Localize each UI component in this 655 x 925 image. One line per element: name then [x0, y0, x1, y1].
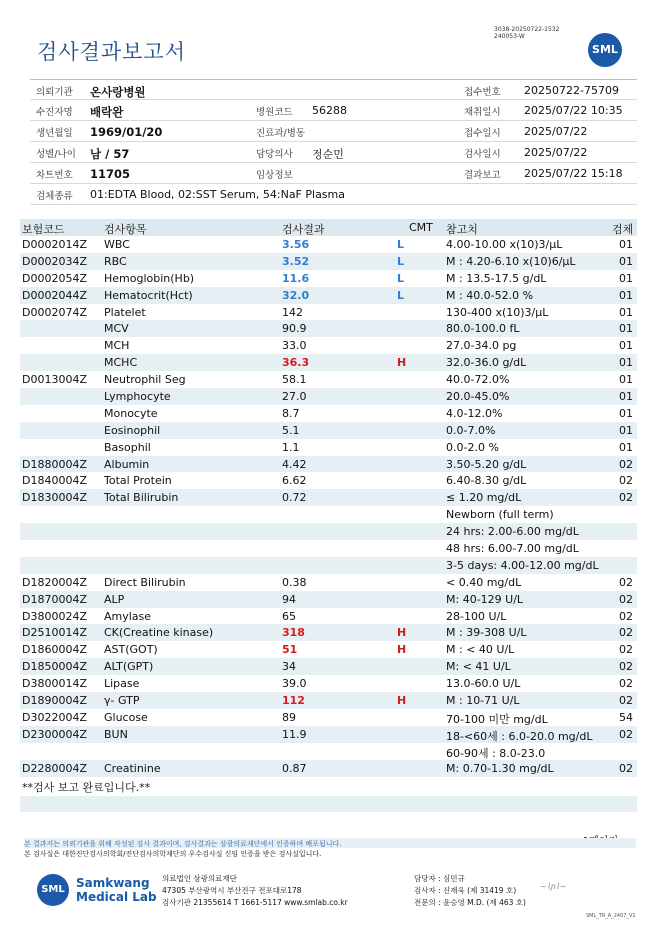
results-table — [20, 219, 637, 793]
staff-manager: 담당자 : 심민규 — [414, 874, 465, 883]
reference-range: 0.0-7.0% — [446, 423, 496, 437]
specimen-code: 02 — [619, 660, 633, 674]
result-flag: L — [397, 254, 405, 268]
table-row — [20, 422, 637, 439]
result-flag: L — [397, 271, 405, 285]
info-label: 성별/나이 — [36, 149, 76, 160]
corp-address: 47305 부산광역시 부산진구 전포대로178 — [162, 886, 302, 895]
test-result: 36.3 — [282, 356, 310, 370]
test-name: Total Bilirubin — [104, 491, 179, 505]
info-value: 01:EDTA Blood, 02:SST Serum, 54:NaF Plasma — [90, 188, 345, 201]
test-name: Neutrophil Seg — [104, 373, 186, 387]
table-row — [20, 489, 637, 506]
staff-info — [414, 873, 526, 909]
blank-band — [20, 796, 637, 812]
table-row — [20, 439, 637, 456]
specimen-code: 01 — [619, 271, 633, 285]
test-code: D3022004Z — [22, 710, 87, 724]
table-row — [20, 506, 637, 523]
table-row — [20, 523, 637, 540]
reference-range: 6.40-8.30 g/dL — [446, 474, 527, 488]
test-result: 65 — [282, 609, 296, 623]
info-label: 임상정보 — [256, 170, 293, 181]
info-row — [30, 79, 637, 100]
header-result: 검사결과 — [282, 223, 325, 236]
info-value: 2025/07/22 — [524, 146, 588, 159]
reference-range: 0.0-2.0 % — [446, 440, 499, 454]
specimen-code: 02 — [619, 727, 633, 741]
specimen-code: 02 — [619, 474, 633, 488]
table-row — [20, 641, 637, 658]
test-code: D0002014Z — [22, 238, 87, 251]
table-row — [20, 760, 637, 777]
test-name: Basophil — [104, 440, 151, 454]
reference-range: 60-90세 : 8.0-23.0 — [446, 746, 546, 760]
test-name: MCHC — [104, 356, 138, 370]
test-code: D1870004Z — [22, 592, 87, 606]
test-result: 318 — [282, 626, 305, 640]
specimen-code: 01 — [619, 305, 633, 319]
test-code: D0002054Z — [22, 271, 87, 285]
test-result: 51 — [282, 643, 298, 657]
reference-range: M : 10-71 U/L — [446, 694, 520, 708]
result-flag: H — [397, 626, 407, 640]
test-code: D2280004Z — [22, 761, 87, 775]
reference-range: 32.0-36.0 g/dL — [446, 356, 527, 370]
info-label: 검체종류 — [36, 191, 73, 202]
signature-icon: ~⌇ɲ⌇∽ — [540, 882, 567, 891]
table-row — [20, 371, 637, 388]
specimen-code: 01 — [619, 356, 633, 370]
table-row — [20, 743, 637, 760]
table-row — [20, 388, 637, 405]
table-row — [20, 658, 637, 675]
test-name: ALP — [104, 592, 125, 606]
specimen-code: 02 — [619, 592, 633, 606]
disclaimer-note: 본 결과지는 의뢰기관을 위해 작성된 검사 결과이며, 검사결과는 삼광의료재단에서 인증하며 배포됩니다. — [24, 838, 636, 848]
reference-range: M: < 41 U/L — [446, 660, 511, 674]
corp-contact: 검사기관 21355614 T 1661-5117 www.smlab.co.kr — [162, 898, 348, 907]
test-name: Glucose — [104, 710, 148, 724]
info-label: 수진자명 — [36, 107, 73, 118]
specimen-code: 01 — [619, 373, 633, 387]
header-specimen: 검체 — [612, 223, 634, 236]
test-name: Albumin — [104, 457, 150, 471]
reference-range: 24 hrs: 2.00-6.00 mg/dL — [446, 525, 579, 539]
specimen-code: 01 — [619, 423, 633, 437]
test-result: 90.9 — [282, 322, 307, 336]
test-code: D3800014Z — [22, 677, 87, 691]
table-row — [20, 557, 637, 574]
test-name: Platelet — [104, 305, 146, 319]
test-code: **검사 보고 완료입니다.** — [22, 780, 151, 794]
test-result: 39.0 — [282, 677, 307, 691]
staff-tester: 검사자 : 신재욱 (제 31419 호) — [414, 886, 517, 895]
report-title: 검사결과보고서 — [37, 40, 187, 64]
reference-range: 4.0-12.0% — [446, 406, 503, 420]
specimen-code: 01 — [619, 339, 633, 353]
reference-range: 80.0-100.0 fL — [446, 322, 520, 336]
test-result: 58.1 — [282, 373, 307, 387]
test-code: D1850004Z — [22, 660, 87, 674]
test-name: γ- GTP — [104, 694, 140, 708]
brand-name — [76, 876, 157, 904]
table-row — [20, 574, 637, 591]
info-row — [30, 184, 637, 205]
test-code: D3800024Z — [22, 609, 87, 623]
brand-line2: Medical Lab — [76, 890, 157, 904]
document-id — [494, 26, 559, 40]
info-value: 56288 — [312, 104, 347, 117]
reference-range: M: 0.70-1.30 mg/dL — [446, 761, 554, 775]
reference-range: 130-400 x(10)3/μL — [446, 305, 549, 319]
reference-range: M : 4.20-6.10 x(10)6/μL — [446, 254, 576, 268]
info-label: 담당의사 — [256, 149, 293, 160]
test-name: Creatinine — [104, 761, 161, 775]
table-row — [20, 236, 637, 253]
test-name: Amylase — [104, 609, 152, 623]
test-code: D0002074Z — [22, 305, 87, 319]
specimen-code: 01 — [619, 322, 633, 336]
test-result: 112 — [282, 694, 305, 708]
reference-range: 27.0-34.0 pg — [446, 339, 517, 353]
specimen-code: 01 — [619, 440, 633, 454]
test-name: Hematocrit(Hct) — [104, 288, 193, 302]
test-result: 3.52 — [282, 254, 310, 268]
test-code: D0002044Z — [22, 288, 87, 302]
test-result: 4.42 — [282, 457, 307, 471]
reference-range: M: 40-129 U/L — [446, 592, 524, 606]
info-value: 2025/07/22 10:35 — [524, 104, 623, 117]
reference-range: 70-100 미만 mg/dL — [446, 712, 548, 726]
result-flag: H — [397, 694, 407, 708]
reference-range: 13.0-60.0 U/L — [446, 677, 521, 691]
test-code: D2510014Z — [22, 626, 87, 640]
results-header-row — [20, 219, 637, 236]
staff-specialist: 전문의 : 윤승영 M.D. (제 463 호) — [414, 898, 526, 907]
document-id-line1: 3038-20250722-1532 — [494, 26, 560, 33]
info-label: 검사일시 — [464, 149, 501, 160]
test-code: D1820004Z — [22, 575, 87, 589]
test-name: Hemoglobin(Hb) — [104, 271, 195, 285]
specimen-code: 02 — [619, 457, 633, 471]
result-flag: H — [397, 356, 407, 370]
test-result: 142 — [282, 305, 303, 319]
reference-range: M : 40.0-52.0 % — [446, 288, 534, 302]
specimen-code: 01 — [619, 238, 633, 251]
test-name: MCV — [104, 322, 129, 336]
test-name: Monocyte — [104, 406, 158, 420]
info-value: 정순민 — [312, 148, 344, 161]
specimen-code: 02 — [619, 609, 633, 623]
test-code: D1840004Z — [22, 474, 87, 488]
reference-range: M : < 40 U/L — [446, 643, 515, 657]
table-row — [20, 726, 637, 743]
corp-name: 의료법인 삼광의료재단 — [162, 874, 237, 883]
info-value: 1969/01/20 — [90, 125, 163, 139]
test-result: 34 — [282, 660, 296, 674]
patient-info-table — [30, 79, 637, 205]
test-code: D0013004Z — [22, 373, 87, 387]
table-row — [20, 675, 637, 692]
reference-range: 40.0-72.0% — [446, 373, 510, 387]
info-value: 남 / 57 — [90, 147, 130, 161]
header-test-name: 검사항목 — [104, 223, 147, 236]
test-code: D1880004Z — [22, 457, 87, 471]
info-label: 의뢰기관 — [36, 87, 73, 98]
info-row — [30, 100, 637, 121]
test-result: 32.0 — [282, 288, 310, 302]
info-label: 채취일시 — [464, 107, 501, 118]
test-name: Total Protein — [104, 474, 172, 488]
accreditation-note: 본 검사실은 대한진단검사의학회/진단검사의학재단의 우수검사실 신임 인증을 받은 검사실입니다. — [24, 850, 322, 858]
info-label: 병원코드 — [256, 107, 293, 118]
specimen-code: 01 — [619, 406, 633, 420]
document-id-line2: 240053-W — [494, 33, 525, 40]
info-value: 20250722-75709 — [524, 84, 619, 97]
table-row — [20, 608, 637, 625]
brand-line1: Samkwang — [76, 876, 150, 890]
reference-range: < 0.40 mg/dL — [446, 575, 522, 589]
header-cmt: CMT — [409, 221, 433, 234]
test-name: Eosinophil — [104, 423, 161, 437]
specimen-code: 02 — [619, 677, 633, 691]
table-row — [20, 709, 637, 726]
table-row — [20, 472, 637, 489]
test-name: CK(Creatine kinase) — [104, 626, 214, 640]
test-result: 11.9 — [282, 727, 307, 741]
table-row — [20, 304, 637, 321]
result-flag: L — [397, 288, 405, 302]
reference-range: 3-5 days: 4.00-12.00 mg/dL — [446, 558, 599, 572]
info-label: 진료과/병동 — [256, 128, 306, 139]
table-row — [20, 624, 637, 641]
sml-logo-icon: SML — [588, 33, 622, 67]
form-code: SML_TR_A_2407_V1 — [586, 913, 636, 919]
test-code: D1860004Z — [22, 643, 87, 657]
table-row — [20, 270, 637, 287]
specimen-code: 02 — [619, 626, 633, 640]
info-row — [30, 142, 637, 163]
corporation-info — [162, 873, 348, 909]
info-value: 2025/07/22 — [524, 125, 588, 138]
table-row — [20, 540, 637, 557]
test-name: AST(GOT) — [104, 643, 158, 657]
sml-footer-logo-icon: SML — [37, 874, 69, 906]
specimen-code: 01 — [619, 288, 633, 302]
table-row — [20, 287, 637, 304]
test-result: 27.0 — [282, 390, 307, 404]
test-code: D1890004Z — [22, 694, 87, 708]
test-name: WBC — [104, 238, 130, 251]
test-name: Lipase — [104, 677, 140, 691]
reference-range: 28-100 U/L — [446, 609, 507, 623]
test-name: BUN — [104, 727, 128, 741]
table-row — [20, 591, 637, 608]
info-label: 생년월일 — [36, 128, 73, 139]
table-row — [20, 337, 637, 354]
test-result: 3.56 — [282, 238, 310, 251]
specimen-code: 02 — [619, 694, 633, 708]
reference-range: 3.50-5.20 g/dL — [446, 457, 527, 471]
reference-range: 20.0-45.0% — [446, 390, 510, 404]
test-code: D0002034Z — [22, 254, 87, 268]
info-value: 배락완 — [90, 105, 124, 119]
table-row — [20, 456, 637, 473]
test-result: 11.6 — [282, 271, 310, 285]
reference-range: 18-<60세 : 6.0-20.0 mg/dL — [446, 729, 593, 743]
header-code: 보험코드 — [22, 223, 65, 236]
info-label: 접수번호 — [464, 87, 501, 98]
table-row — [20, 354, 637, 371]
specimen-code: 01 — [619, 390, 633, 404]
test-result: 5.1 — [282, 423, 300, 437]
info-label: 접수일시 — [464, 128, 501, 139]
table-row — [20, 253, 637, 270]
specimen-code: 02 — [619, 491, 633, 505]
test-code: D1830004Z — [22, 491, 87, 505]
header-reference: 참고치 — [446, 223, 478, 236]
result-flag: L — [397, 238, 405, 251]
table-row — [20, 692, 637, 709]
table-row — [20, 320, 637, 337]
table-row — [20, 405, 637, 422]
test-result: 6.62 — [282, 474, 307, 488]
info-value: 11705 — [90, 167, 131, 181]
reference-range: 4.00-10.00 x(10)3/μL — [446, 238, 563, 251]
test-result: 33.0 — [282, 339, 307, 353]
result-flag: H — [397, 643, 407, 657]
reference-range: M : 13.5-17.5 g/dL — [446, 271, 547, 285]
info-value: 온사랑병원 — [90, 85, 146, 99]
test-result: 8.7 — [282, 406, 300, 420]
info-label: 차트번호 — [36, 170, 73, 181]
reference-range: ≤ 1.20 mg/dL — [446, 491, 522, 505]
info-row — [30, 121, 637, 142]
test-name: Direct Bilirubin — [104, 575, 186, 589]
test-name: MCH — [104, 339, 130, 353]
specimen-code: 02 — [619, 761, 633, 775]
reference-range: Newborn (full term) — [446, 508, 554, 522]
test-result: 0.87 — [282, 761, 307, 775]
test-name: RBC — [104, 254, 127, 268]
test-result: 94 — [282, 592, 296, 606]
info-value: 2025/07/22 15:18 — [524, 167, 623, 180]
info-row — [30, 163, 637, 184]
reference-range: 48 hrs: 6.00-7.00 mg/dL — [446, 542, 579, 556]
test-result: 0.72 — [282, 491, 307, 505]
specimen-code: 54 — [619, 710, 633, 724]
test-result: 0.38 — [282, 575, 307, 589]
test-result: 89 — [282, 710, 296, 724]
table-row — [20, 777, 637, 794]
test-result: 1.1 — [282, 440, 300, 454]
specimen-code: 02 — [619, 575, 633, 589]
specimen-code: 02 — [619, 643, 633, 657]
specimen-code: 01 — [619, 254, 633, 268]
test-name: ALT(GPT) — [104, 660, 154, 674]
test-name: Lymphocyte — [104, 390, 171, 404]
reference-range: M : 39-308 U/L — [446, 626, 527, 640]
test-code: D2300004Z — [22, 727, 87, 741]
info-label: 결과보고 — [464, 170, 501, 181]
